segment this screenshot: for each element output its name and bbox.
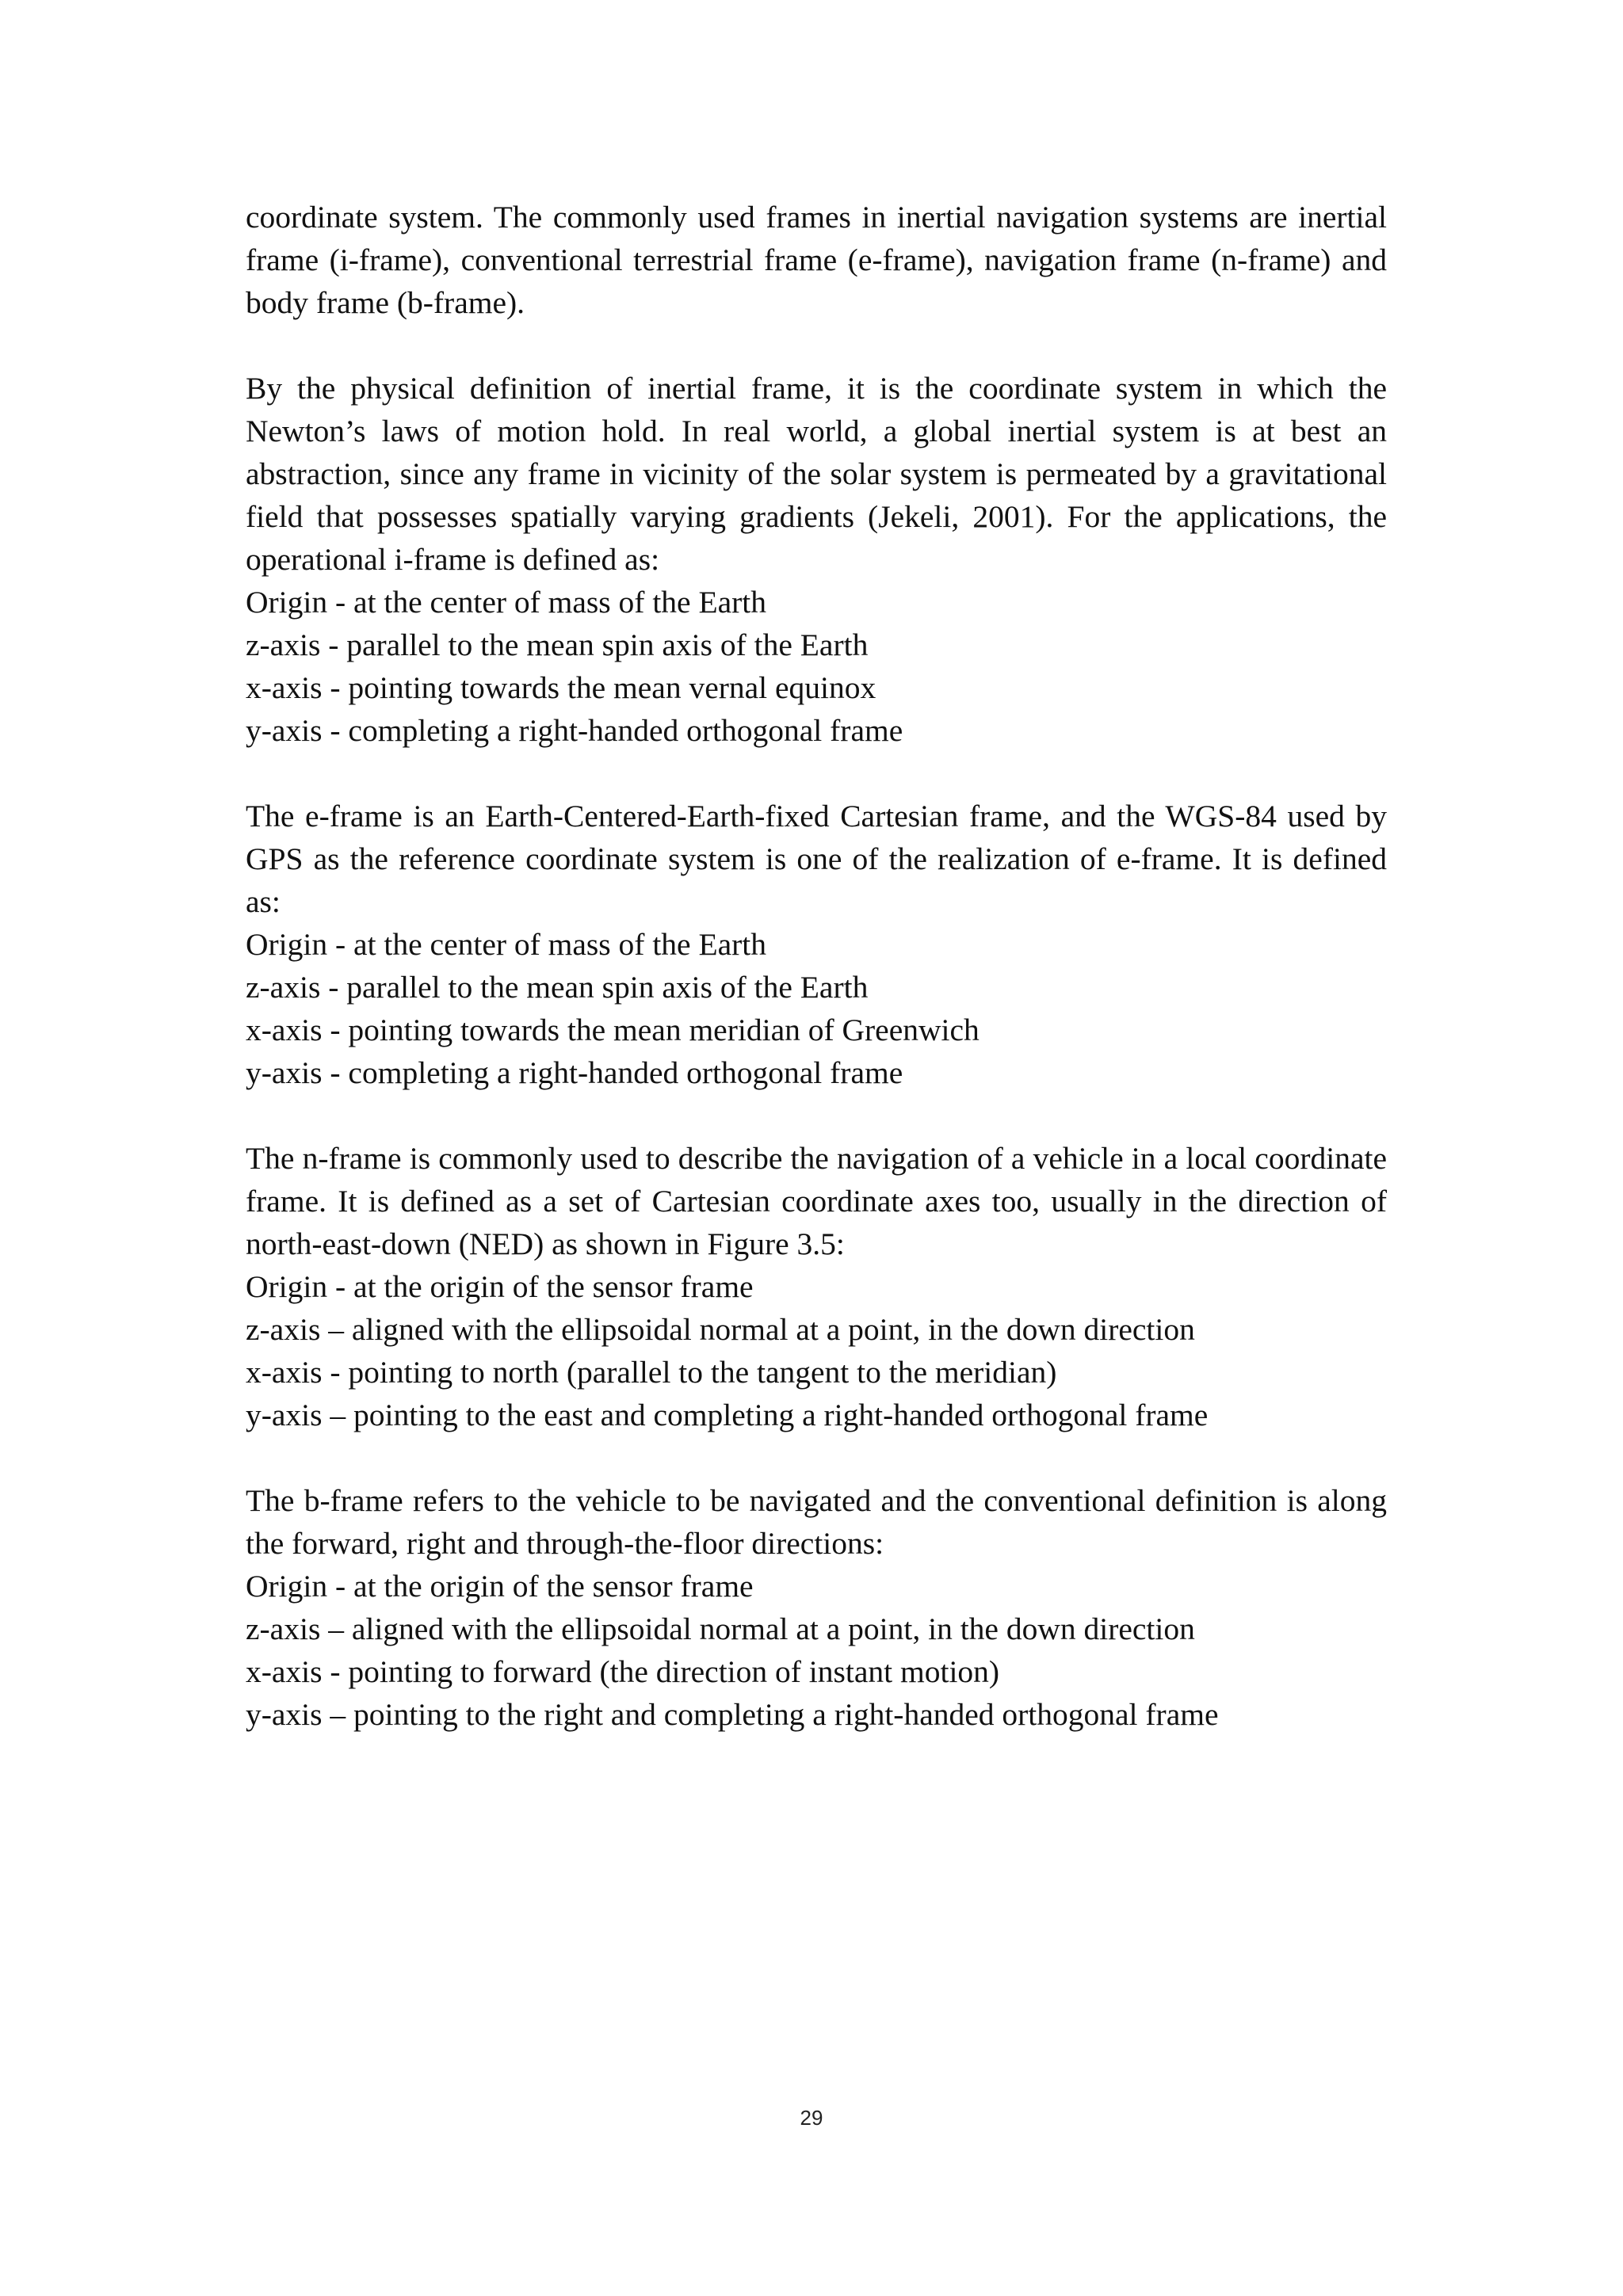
paragraph-n-frame — [246, 1137, 1387, 1436]
definition-line-y-axis: y-axis - completing a right-handed orthogonal frame — [246, 713, 903, 748]
page-body — [246, 196, 1387, 1779]
definition-line-x-axis: x-axis - pointing towards the mean meridian of Greenwich — [246, 1013, 980, 1047]
definition-line-origin: Origin - at the center of mass of the Earth — [246, 927, 766, 962]
paragraph-e-frame — [246, 795, 1387, 1094]
definition-line-y-axis: y-axis - completing a right-handed orthogonal frame — [246, 1055, 903, 1090]
page-number: 29 — [800, 2106, 823, 2130]
paragraph-text: coordinate system. The commonly used frames in inertial navigation systems are inertial frame (i-frame), conventional terrestrial frame (e-frame), navigation frame (n-frame) and body frame (b-frame). — [246, 200, 1387, 320]
paragraph-text: The b-frame refers to the vehicle to be navigated and the conventional definition is along the forward, right and through-the-floor directions: — [246, 1483, 1387, 1561]
definition-line-y-axis: y-axis – pointing to the east and completing a right-handed orthogonal frame — [246, 1398, 1209, 1432]
paragraph-text: By the physical definition of inertial frame, it is the coordinate system in which the Newton’s laws of motion hold. In real world, a global inertial system is at best an abstraction, since any frame in vicinity of the solar system is permeated by a gravitational field that possesses spatially varying gradients (Jekeli, 2001). For the applications, the operational i-frame is defined as: — [246, 371, 1387, 577]
paragraph-text: The e-frame is an Earth-Centered-Earth-fixed Cartesian frame, and the WGS-84 used by GPS as the reference coordinate system is one of the realization of e-frame. It is defined as: — [246, 799, 1387, 919]
definition-line-origin: Origin - at the origin of the sensor frame — [246, 1269, 754, 1304]
definition-line-x-axis: x-axis - pointing towards the mean vernal equinox — [246, 670, 876, 705]
definition-line-z-axis: z-axis - parallel to the mean spin axis of the Earth — [246, 970, 869, 1005]
definition-line-z-axis: z-axis – aligned with the ellipsoidal normal at a point, in the down direction — [246, 1611, 1195, 1646]
paragraph-i-frame — [246, 367, 1387, 752]
definition-line-x-axis: x-axis - pointing to forward (the direction of instant motion) — [246, 1654, 1000, 1689]
definition-line-z-axis: z-axis - parallel to the mean spin axis of the Earth — [246, 627, 869, 662]
paragraph-text: The n-frame is commonly used to describe the navigation of a vehicle in a local coordinate frame. It is defined as a set of Cartesian coordinate axes too, usually in the direction of north-east-down (NED) as shown in Figure 3.5: — [246, 1141, 1387, 1261]
definition-line-z-axis: z-axis – aligned with the ellipsoidal normal at a point, in the down direction — [246, 1312, 1195, 1347]
definition-line-origin: Origin - at the center of mass of the Earth — [246, 585, 766, 620]
definition-line-y-axis: y-axis – pointing to the right and completing a right-handed orthogonal frame — [246, 1697, 1219, 1732]
definition-line-x-axis: x-axis - pointing to north (parallel to the tangent to the meridian) — [246, 1355, 1057, 1390]
definition-line-origin: Origin - at the origin of the sensor frame — [246, 1569, 754, 1604]
paragraph-b-frame — [246, 1479, 1387, 1736]
paragraph-frames-intro — [246, 196, 1387, 324]
